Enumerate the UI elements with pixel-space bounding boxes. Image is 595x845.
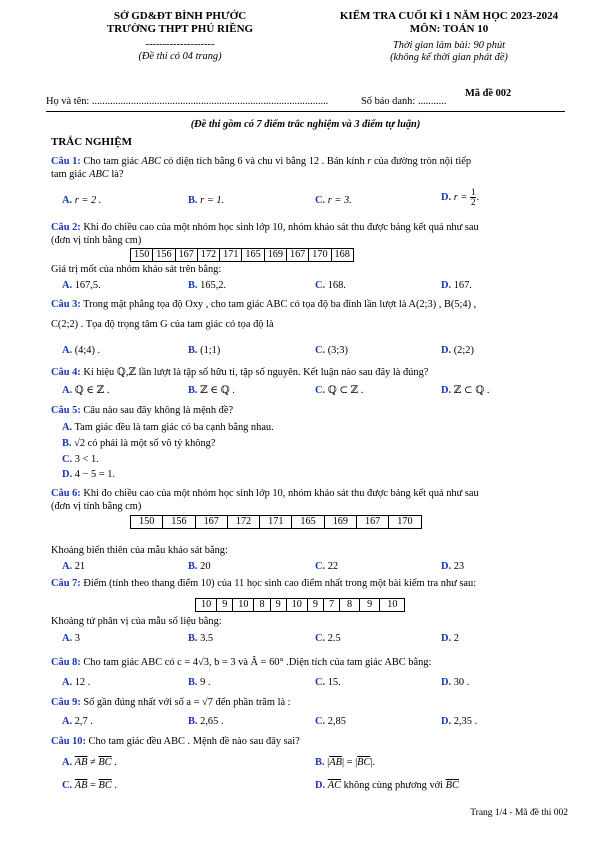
q7-option-b[interactable]: B. 3.5: [188, 633, 214, 644]
table-cell: 8: [254, 599, 270, 612]
question-4: Câu 4: Kí hiệu ℚ,ℤ lần lượt là tập số hữu tỉ, tập số nguyên. Kết luận nào sau đây là đúng?: [51, 367, 429, 378]
question-8: Câu 8: Cho tam giác ABC có c = 4√3, b = 3 và Â = 60° .Diện tích của tam giác ABC bằng:: [51, 657, 432, 668]
q8-option-b[interactable]: B. 9 .: [188, 677, 211, 688]
q5-option-d[interactable]: D. 4 − 5 = 1.: [62, 469, 116, 480]
table-cell: 10: [196, 599, 217, 612]
structure-note: (Đề thi gồm có 7 điểm trắc nghiệm và 3 điểm tự luận): [190, 119, 421, 130]
table-cell: 150: [131, 516, 163, 529]
student-name-field: Họ và tên: ...........................................................................................: [46, 96, 329, 107]
separator-line: [46, 111, 565, 112]
table-cell: 9: [270, 599, 286, 612]
question-2: Câu 2: Khi đo chiều cao của một nhóm học sinh lớp 10, nhóm khảo sát thu được bảng kết quả như sau: [51, 222, 479, 233]
table-cell: 9: [360, 599, 380, 612]
q6-option-c[interactable]: C. 22: [315, 561, 339, 572]
table-cell: 150: [131, 249, 153, 262]
pages-note: (Đề thi có 04 trang): [138, 51, 222, 62]
question-2-unit: (đơn vị tính bằng cm): [51, 235, 142, 246]
table-cell: 171: [260, 516, 292, 529]
q6-option-a[interactable]: A. 21: [62, 561, 86, 572]
q3-option-a[interactable]: A. (4;4) .: [62, 345, 101, 356]
q4-option-d[interactable]: D. ℤ ⊂ ℚ .: [441, 385, 490, 396]
question-7: Câu 7: Điểm (tính theo thang điểm 10) của 11 học sinh cao điểm nhất trong một bài kiểm tra như sau:: [51, 578, 477, 589]
q7-option-a[interactable]: A. 3: [62, 633, 80, 644]
table-cell: 170: [309, 249, 331, 262]
table-cell: 172: [197, 249, 219, 262]
q10-option-c[interactable]: C. $\overline{AB} = \overline{BC}$ .: [62, 780, 117, 791]
section-title: TRẮC NGHIỆM: [51, 136, 132, 148]
table-cell: 168: [331, 249, 353, 262]
table-cell: 167: [286, 249, 308, 262]
table-cell: 169: [324, 516, 356, 529]
table-cell: 172: [227, 516, 259, 529]
time-limit: Thời gian làm bài: 90 phút: [392, 40, 506, 51]
q1-option-d[interactable]: D. r = $\frac{1}{2}$ .: [441, 187, 480, 207]
department-name: SỞ GD&ĐT BÌNH PHƯỚC: [113, 10, 247, 22]
table-cell: 156: [153, 249, 175, 262]
table-cell: 165: [242, 249, 264, 262]
student-id-field: Số báo danh: ...........: [361, 96, 447, 107]
q9-option-d[interactable]: D. 2,35 .: [441, 716, 478, 727]
q7-option-c[interactable]: C. 2.5: [315, 633, 341, 644]
q7-data-table: [195, 598, 405, 612]
q1-option-b[interactable]: B. r = 1.: [188, 195, 225, 206]
table-cell: 8: [340, 599, 360, 612]
q2-option-b[interactable]: B. 165,2.: [188, 280, 227, 291]
table-cell: 9: [307, 599, 323, 612]
q3-option-c[interactable]: C. (3;3): [315, 345, 348, 356]
question-9: Câu 9: Số gần đúng nhất với số a = √7 đến phần trăm là :: [51, 697, 291, 708]
table-cell: 167: [356, 516, 388, 529]
question-1-line2: tam giác ABC là?: [51, 169, 124, 180]
q3-option-d[interactable]: D. (2;2): [441, 345, 474, 356]
q6-option-d[interactable]: D. 23: [441, 561, 465, 572]
q9-option-c[interactable]: C. 2,85: [315, 716, 346, 727]
school-name: TRƯỜNG THPT PHÚ RIỀNG: [106, 23, 254, 35]
q5-option-a[interactable]: A. Tam giác đều là tam giác có ba cạnh bằng nhau.: [62, 422, 274, 433]
question-7-prompt: Khoảng tứ phân vị của mẫu số liệu bằng:: [51, 616, 222, 627]
q9-option-a[interactable]: A. 2,7 .: [62, 716, 93, 727]
table-cell: 167: [175, 249, 197, 262]
exam-title: KIỂM TRA CUỐI KÌ 1 NĂM HỌC 2023-2024: [339, 10, 559, 22]
table-cell: 10: [380, 599, 405, 612]
q2-option-d[interactable]: D. 167.: [441, 280, 472, 291]
question-3: Câu 3: Trong mặt phẳng tọa độ Oxy , cho tam giác ABC có tọa độ ba đỉnh lần lượt là A(2;3) , B(5;4) ,: [51, 299, 477, 310]
q8-option-d[interactable]: D. 30 .: [441, 677, 470, 688]
q1-option-c[interactable]: C. r = 3.: [315, 195, 352, 206]
q8-option-c[interactable]: C. 15.: [315, 677, 341, 688]
q2-data-table: [130, 248, 354, 262]
time-note: (không kể thời gian phát đề): [390, 52, 508, 63]
question-3-line2: C(2;2) . Tọa độ trọng tâm G của tam giác có tọa độ là: [51, 319, 274, 330]
q3-option-b[interactable]: B. (1;1): [188, 345, 221, 356]
q8-option-a[interactable]: A. 12 .: [62, 677, 91, 688]
q2-option-a[interactable]: A. 167,5.: [62, 280, 101, 291]
question-6: Câu 6: Khi đo chiều cao của một nhóm học sinh lớp 10, nhóm khảo sát thu được bảng kết quả như sau: [51, 488, 479, 499]
page-footer: Trang 1/4 - Mã đề thi 002: [470, 808, 568, 818]
q6-data-table: [130, 515, 422, 529]
question-1: Câu 1: Cho tam giác ABC có diện tích bằng 6 và chu vi bằng 12 . Bán kính r của đường tròn nội tiếp: [51, 156, 472, 167]
q1-option-a[interactable]: A. r = 2 .: [62, 195, 102, 206]
q10-option-d[interactable]: D. $\overline{AC}$ không cùng phương với $\overline{BC}$: [315, 780, 459, 791]
question-6-prompt: Khoảng biến thiên của mẫu khảo sát bằng:: [51, 545, 228, 556]
q2-option-c[interactable]: C. 168.: [315, 280, 346, 291]
question-10: Câu 10: Cho tam giác đều ABC . Mệnh đề nào sau đây sai?: [51, 736, 300, 747]
q10-option-b[interactable]: B. $|\overline{AB}| = |\overline{BC}|$.: [315, 757, 376, 768]
q10-option-a[interactable]: A. $\overline{AB} \ne \overline{BC}$ .: [62, 757, 117, 768]
exam-code: Mã đề 002: [465, 88, 512, 99]
subject-title: MÔN: TOÁN 10: [409, 23, 489, 35]
q4-option-a[interactable]: A. ℚ ∈ ℤ .: [62, 385, 110, 396]
table-cell: 7: [323, 599, 339, 612]
q4-option-b[interactable]: B. ℤ ∈ ℚ .: [188, 385, 235, 396]
question-6-unit: (đơn vị tính bằng cm): [51, 501, 142, 512]
q5-option-b[interactable]: B. √2 có phải là một số vô tỷ không?: [62, 438, 216, 449]
table-cell: 10: [233, 599, 254, 612]
table-cell: 171: [220, 249, 242, 262]
question-5: Câu 5: Câu nào sau đây không là mệnh đề?: [51, 405, 234, 416]
table-cell: 9: [217, 599, 233, 612]
table-cell: 170: [389, 516, 421, 529]
table-cell: 165: [292, 516, 324, 529]
q7-option-d[interactable]: D. 2: [441, 633, 459, 644]
q6-option-b[interactable]: B. 20: [188, 561, 211, 572]
q4-option-c[interactable]: C. ℚ ⊂ ℤ .: [315, 385, 364, 396]
table-cell: 10: [286, 599, 307, 612]
q5-option-c[interactable]: C. 3 < 1.: [62, 454, 99, 465]
question-2-prompt: Giá trị mốt của nhóm khảo sát trên bằng:: [51, 264, 222, 275]
header-divider: --------------------: [145, 39, 215, 50]
table-cell: 167: [195, 516, 227, 529]
table-cell: 169: [264, 249, 286, 262]
table-cell: 156: [163, 516, 195, 529]
q9-option-b[interactable]: B. 2,65 .: [188, 716, 224, 727]
